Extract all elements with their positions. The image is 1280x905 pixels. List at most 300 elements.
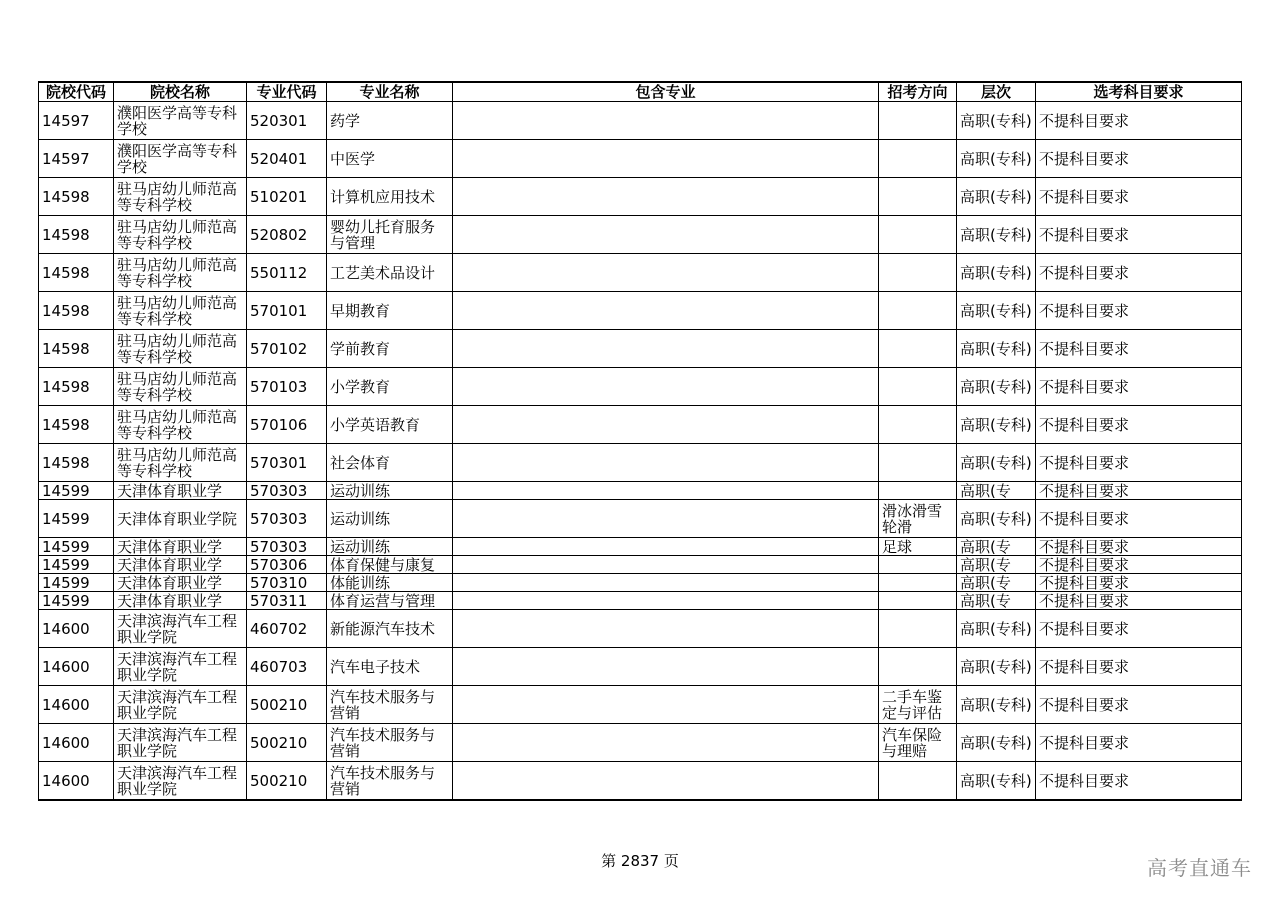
cell-direction xyxy=(879,102,957,140)
cell-subject-requirement-text: 不提科目要求 xyxy=(1039,482,1130,499)
cell-level xyxy=(957,686,1036,724)
cell-subject-requirement xyxy=(1036,500,1242,538)
cell-subject-requirement-text: 不提科目要求 xyxy=(1039,416,1130,433)
table-row xyxy=(39,556,1242,574)
cell-subject-requirement xyxy=(1036,102,1242,140)
cell-direction-text xyxy=(882,593,953,609)
cell-major-code-text: 500210 xyxy=(250,734,308,751)
cell-level-text: 高职(专 xyxy=(960,556,1011,573)
cell-subject-requirement xyxy=(1036,216,1242,254)
cell-level-text: 高职(专科) xyxy=(960,454,1032,471)
cell-major-code xyxy=(247,574,327,592)
table-row xyxy=(39,444,1242,482)
cell-included-majors xyxy=(453,574,879,592)
cell-major-name xyxy=(327,140,453,178)
cell-direction-text: 二手车鉴定与评估 xyxy=(882,688,943,721)
cell-school-name-text: 濮阳医学高等专科学校 xyxy=(117,142,238,175)
cell-major-code-text: 520802 xyxy=(250,226,308,243)
cell-major-name-text: 汽车技术服务与营销 xyxy=(330,688,436,721)
cell-level xyxy=(957,178,1036,216)
cell-subject-requirement xyxy=(1036,178,1242,216)
cell-major-name-text: 新能源汽车技术 xyxy=(330,620,436,637)
cell-level-text: 高职(专科) xyxy=(960,772,1032,789)
cell-direction xyxy=(879,538,957,556)
cell-school-code-text: 14600 xyxy=(42,696,90,713)
cell-direction xyxy=(879,556,957,574)
cell-level-text: 高职(专科) xyxy=(960,264,1032,281)
cell-level xyxy=(957,762,1036,801)
cell-school-name xyxy=(114,330,247,368)
cell-subject-requirement-text: 不提科目要求 xyxy=(1039,734,1130,751)
cell-school-name-text: 天津体育职业学 xyxy=(117,482,223,499)
cell-included-majors xyxy=(453,610,879,648)
cell-major-code xyxy=(247,610,327,648)
cell-subject-requirement-text: 不提科目要求 xyxy=(1039,696,1130,713)
cell-level xyxy=(957,648,1036,686)
cell-major-name-text: 婴幼儿托育服务与管理 xyxy=(330,218,436,251)
cell-major-code-text: 510201 xyxy=(250,188,308,205)
cell-major-code xyxy=(247,724,327,762)
cell-school-name xyxy=(114,368,247,406)
cell-major-name xyxy=(327,444,453,482)
cell-major-name xyxy=(327,648,453,686)
cell-direction-text: 足球 xyxy=(882,538,913,555)
cell-school-name xyxy=(114,102,247,140)
cell-school-name xyxy=(114,686,247,724)
cell-school-name-text: 天津滨海汽车工程职业学院 xyxy=(117,688,238,721)
cell-direction xyxy=(879,574,957,592)
header-major-name: 专业名称 xyxy=(327,82,453,102)
table-header-row xyxy=(39,82,1242,102)
cell-level xyxy=(957,500,1036,538)
cell-school-name-text: 天津滨海汽车工程职业学院 xyxy=(117,612,238,645)
cell-major-name xyxy=(327,592,453,610)
cell-school-code-text: 14598 xyxy=(42,416,90,433)
cell-subject-requirement xyxy=(1036,406,1242,444)
table-row xyxy=(39,482,1242,500)
cell-school-code xyxy=(39,610,114,648)
cell-school-code-text: 14598 xyxy=(42,188,90,205)
cell-level xyxy=(957,724,1036,762)
table-row xyxy=(39,538,1242,556)
table-row xyxy=(39,574,1242,592)
cell-school-code xyxy=(39,330,114,368)
table-row xyxy=(39,330,1242,368)
cell-direction xyxy=(879,686,957,724)
table-row xyxy=(39,762,1242,801)
cell-major-name-text: 小学英语教育 xyxy=(330,416,421,433)
cell-school-code-text: 14598 xyxy=(42,226,90,243)
cell-level xyxy=(957,444,1036,482)
cell-school-code-text: 14598 xyxy=(42,302,90,319)
cell-level xyxy=(957,102,1036,140)
cell-subject-requirement xyxy=(1036,724,1242,762)
cell-direction-text xyxy=(882,575,953,591)
cell-school-code-text: 14599 xyxy=(42,538,90,555)
cell-major-name xyxy=(327,254,453,292)
header-included-majors: 包含专业 xyxy=(453,82,879,102)
cell-major-code-text: 520401 xyxy=(250,150,308,167)
cell-subject-requirement xyxy=(1036,648,1242,686)
cell-major-code-text: 500210 xyxy=(250,696,308,713)
cell-major-code xyxy=(247,330,327,368)
cell-direction xyxy=(879,406,957,444)
cell-school-code xyxy=(39,140,114,178)
table-row xyxy=(39,102,1242,140)
cell-subject-requirement xyxy=(1036,330,1242,368)
cell-school-name-text: 驻马店幼儿师范高等专科学校 xyxy=(117,218,238,251)
cell-school-name-text: 天津滨海汽车工程职业学院 xyxy=(117,650,238,683)
cell-included-majors xyxy=(453,406,879,444)
cell-school-name xyxy=(114,574,247,592)
cell-direction xyxy=(879,724,957,762)
cell-level-text: 高职(专科) xyxy=(960,696,1032,713)
cell-school-code-text: 14598 xyxy=(42,340,90,357)
table-row xyxy=(39,178,1242,216)
table-row xyxy=(39,592,1242,610)
cell-major-code-text: 520301 xyxy=(250,112,308,129)
cell-subject-requirement-text: 不提科目要求 xyxy=(1039,226,1130,243)
cell-subject-requirement xyxy=(1036,556,1242,574)
cell-subject-requirement xyxy=(1036,762,1242,801)
cell-major-name-text: 运动训练 xyxy=(330,538,391,555)
cell-school-code-text: 14598 xyxy=(42,264,90,281)
cell-major-code xyxy=(247,178,327,216)
cell-direction xyxy=(879,444,957,482)
cell-school-code-text: 14600 xyxy=(42,734,90,751)
cell-school-code xyxy=(39,254,114,292)
cell-major-name-text: 汽车技术服务与营销 xyxy=(330,726,436,759)
cell-level-text: 高职(专科) xyxy=(960,340,1032,357)
cell-direction xyxy=(879,330,957,368)
cell-included-majors xyxy=(453,762,879,801)
cell-school-code xyxy=(39,406,114,444)
cell-level-text: 高职(专科) xyxy=(960,734,1032,751)
cell-direction xyxy=(879,610,957,648)
cell-school-name xyxy=(114,648,247,686)
cell-included-majors-text xyxy=(456,539,875,555)
cell-major-name-text: 药学 xyxy=(330,112,361,129)
cell-subject-requirement xyxy=(1036,292,1242,330)
cell-level-text: 高职(专科) xyxy=(960,112,1032,129)
cell-major-code-text: 570311 xyxy=(250,592,308,609)
cell-major-code-text: 570303 xyxy=(250,538,308,555)
cell-direction xyxy=(879,254,957,292)
table-row xyxy=(39,686,1242,724)
cell-major-name xyxy=(327,102,453,140)
cell-major-code-text: 570306 xyxy=(250,556,308,573)
cell-school-name-text: 驻马店幼儿师范高等专科学校 xyxy=(117,408,238,441)
cell-school-name xyxy=(114,406,247,444)
cell-included-majors xyxy=(453,648,879,686)
cell-major-name-text: 小学教育 xyxy=(330,378,391,395)
cell-major-code-text: 460702 xyxy=(250,620,308,637)
cell-major-code xyxy=(247,444,327,482)
cell-level xyxy=(957,592,1036,610)
cell-major-name xyxy=(327,482,453,500)
cell-level xyxy=(957,330,1036,368)
cell-school-name xyxy=(114,592,247,610)
cell-major-name xyxy=(327,610,453,648)
cell-school-code xyxy=(39,482,114,500)
cell-subject-requirement-text: 不提科目要求 xyxy=(1039,454,1130,471)
cell-school-name xyxy=(114,254,247,292)
cell-major-name-text: 学前教育 xyxy=(330,340,391,357)
cell-subject-requirement xyxy=(1036,686,1242,724)
cell-subject-requirement xyxy=(1036,482,1242,500)
table-row xyxy=(39,500,1242,538)
cell-subject-requirement xyxy=(1036,254,1242,292)
cell-level-text: 高职(专科) xyxy=(960,416,1032,433)
header-direction: 招考方向 xyxy=(879,82,957,102)
cell-level-text: 高职(专科) xyxy=(960,658,1032,675)
table-row xyxy=(39,724,1242,762)
cell-major-name xyxy=(327,368,453,406)
cell-major-code-text: 570102 xyxy=(250,340,308,357)
cell-subject-requirement-text: 不提科目要求 xyxy=(1039,150,1130,167)
header-level: 层次 xyxy=(957,82,1036,102)
cell-major-code-text: 500210 xyxy=(250,772,308,789)
cell-major-name-text: 体育保健与康复 xyxy=(330,556,436,573)
cell-major-code-text: 460703 xyxy=(250,658,308,675)
page-number: 第 2837 页 xyxy=(601,852,679,870)
cell-major-name-text: 体能训练 xyxy=(330,574,391,591)
cell-school-name xyxy=(114,140,247,178)
cell-school-name-text: 濮阳医学高等专科学校 xyxy=(117,104,238,137)
cell-major-code xyxy=(247,368,327,406)
cell-level xyxy=(957,368,1036,406)
cell-school-name-text: 驻马店幼儿师范高等专科学校 xyxy=(117,294,238,327)
cell-school-name xyxy=(114,538,247,556)
cell-school-name xyxy=(114,482,247,500)
cell-school-name-text: 天津体育职业学 xyxy=(117,592,223,609)
cell-level-text: 高职(专 xyxy=(960,574,1011,591)
cell-level-text: 高职(专 xyxy=(960,592,1011,609)
cell-school-code-text: 14599 xyxy=(42,592,90,609)
cell-subject-requirement-text: 不提科目要求 xyxy=(1039,658,1130,675)
cell-school-name-text: 天津体育职业学 xyxy=(117,556,223,573)
cell-subject-requirement xyxy=(1036,574,1242,592)
cell-level-text: 高职(专科) xyxy=(960,226,1032,243)
cell-major-code xyxy=(247,556,327,574)
cell-major-name xyxy=(327,406,453,444)
cell-school-code xyxy=(39,556,114,574)
cell-level xyxy=(957,610,1036,648)
cell-major-name-text: 运动训练 xyxy=(330,482,391,499)
cell-major-name xyxy=(327,556,453,574)
cell-major-name-text: 体育运营与管理 xyxy=(330,592,436,609)
cell-level xyxy=(957,574,1036,592)
table-row xyxy=(39,216,1242,254)
cell-major-name xyxy=(327,330,453,368)
cell-major-name-text: 社会体育 xyxy=(330,454,391,471)
cell-major-code xyxy=(247,254,327,292)
cell-school-code xyxy=(39,500,114,538)
cell-school-code-text: 14598 xyxy=(42,378,90,395)
cell-school-code xyxy=(39,592,114,610)
cell-major-name xyxy=(327,724,453,762)
cell-level xyxy=(957,538,1036,556)
cell-school-code xyxy=(39,648,114,686)
cell-subject-requirement-text: 不提科目要求 xyxy=(1039,302,1130,319)
cell-school-name xyxy=(114,178,247,216)
cell-school-code-text: 14599 xyxy=(42,482,90,499)
cell-subject-requirement-text: 不提科目要求 xyxy=(1039,112,1130,129)
cell-major-code xyxy=(247,686,327,724)
cell-level-text: 高职(专科) xyxy=(960,510,1032,527)
cell-major-code xyxy=(247,406,327,444)
cell-subject-requirement xyxy=(1036,592,1242,610)
admission-table xyxy=(38,81,1242,801)
cell-level-text: 高职(专科) xyxy=(960,302,1032,319)
cell-major-code xyxy=(247,648,327,686)
table-body xyxy=(39,102,1242,801)
cell-school-code xyxy=(39,762,114,801)
cell-included-majors xyxy=(453,538,879,556)
cell-school-code xyxy=(39,178,114,216)
cell-school-name-text: 驻马店幼儿师范高等专科学校 xyxy=(117,370,238,403)
cell-major-name-text: 工艺美术品设计 xyxy=(330,264,436,281)
cell-level xyxy=(957,254,1036,292)
cell-major-name xyxy=(327,762,453,801)
cell-school-code-text: 14600 xyxy=(42,658,90,675)
cell-included-majors xyxy=(453,500,879,538)
cell-major-code-text: 570103 xyxy=(250,378,308,395)
cell-major-code xyxy=(247,292,327,330)
cell-level xyxy=(957,482,1036,500)
cell-school-name xyxy=(114,724,247,762)
cell-included-majors xyxy=(453,368,879,406)
cell-subject-requirement-text: 不提科目要求 xyxy=(1039,574,1130,591)
cell-included-majors xyxy=(453,592,879,610)
table-row xyxy=(39,292,1242,330)
cell-level-text: 高职(专科) xyxy=(960,188,1032,205)
cell-major-code xyxy=(247,102,327,140)
cell-school-name-text: 天津滨海汽车工程职业学院 xyxy=(117,726,238,759)
cell-included-majors xyxy=(453,216,879,254)
cell-subject-requirement-text: 不提科目要求 xyxy=(1039,340,1130,357)
cell-major-code-text: 570106 xyxy=(250,416,308,433)
cell-subject-requirement-text: 不提科目要求 xyxy=(1039,378,1130,395)
cell-subject-requirement xyxy=(1036,368,1242,406)
cell-level xyxy=(957,556,1036,574)
cell-subject-requirement-text: 不提科目要求 xyxy=(1039,264,1130,281)
table-row xyxy=(39,140,1242,178)
cell-included-majors xyxy=(453,482,879,500)
cell-school-name xyxy=(114,610,247,648)
cell-school-code xyxy=(39,686,114,724)
header-school-code: 院校代码 xyxy=(39,82,114,102)
cell-major-name-text: 中医学 xyxy=(330,150,376,167)
cell-school-name xyxy=(114,500,247,538)
cell-included-majors-text xyxy=(456,483,875,499)
cell-major-name xyxy=(327,216,453,254)
cell-major-name xyxy=(327,686,453,724)
cell-school-name-text: 驻马店幼儿师范高等专科学校 xyxy=(117,180,238,213)
cell-major-name-text: 运动训练 xyxy=(330,510,391,527)
cell-major-code xyxy=(247,592,327,610)
cell-level xyxy=(957,292,1036,330)
cell-school-code-text: 14597 xyxy=(42,150,90,167)
cell-school-code xyxy=(39,444,114,482)
cell-direction xyxy=(879,762,957,801)
cell-major-name-text: 汽车电子技术 xyxy=(330,658,421,675)
cell-school-code xyxy=(39,724,114,762)
cell-subject-requirement-text: 不提科目要求 xyxy=(1039,620,1130,637)
cell-major-code xyxy=(247,140,327,178)
cell-major-code xyxy=(247,482,327,500)
cell-school-name-text: 天津体育职业学院 xyxy=(117,510,238,527)
cell-included-majors xyxy=(453,140,879,178)
cell-school-name-text: 驻马店幼儿师范高等专科学校 xyxy=(117,332,238,365)
cell-major-code xyxy=(247,216,327,254)
cell-level-text: 高职(专 xyxy=(960,538,1011,555)
cell-included-majors xyxy=(453,724,879,762)
cell-included-majors xyxy=(453,330,879,368)
cell-subject-requirement xyxy=(1036,610,1242,648)
cell-school-name xyxy=(114,216,247,254)
cell-included-majors-text xyxy=(456,557,875,573)
cell-direction-text: 滑冰滑雪轮滑 xyxy=(882,502,943,535)
cell-school-name-text: 天津体育职业学 xyxy=(117,574,223,591)
cell-major-name-text: 汽车技术服务与营销 xyxy=(330,764,436,797)
cell-level xyxy=(957,140,1036,178)
cell-school-name xyxy=(114,762,247,801)
cell-major-code-text: 570101 xyxy=(250,302,308,319)
cell-included-majors xyxy=(453,254,879,292)
cell-major-name xyxy=(327,500,453,538)
cell-major-code-text: 550112 xyxy=(250,264,308,281)
cell-major-name-text: 早期教育 xyxy=(330,302,391,319)
cell-school-name xyxy=(114,444,247,482)
cell-major-name xyxy=(327,538,453,556)
cell-school-code xyxy=(39,292,114,330)
header-school-name: 院校名称 xyxy=(114,82,247,102)
cell-level-text: 高职(专科) xyxy=(960,378,1032,395)
cell-school-code xyxy=(39,102,114,140)
cell-school-code-text: 14599 xyxy=(42,574,90,591)
cell-school-code-text: 14599 xyxy=(42,510,90,527)
table-row xyxy=(39,368,1242,406)
cell-direction-text xyxy=(882,483,953,499)
table-row xyxy=(39,610,1242,648)
cell-direction xyxy=(879,178,957,216)
cell-school-code xyxy=(39,216,114,254)
cell-school-name xyxy=(114,556,247,574)
cell-included-majors xyxy=(453,292,879,330)
cell-included-majors-text xyxy=(456,575,875,591)
cell-school-code-text: 14598 xyxy=(42,454,90,471)
cell-included-majors xyxy=(453,556,879,574)
cell-school-name-text: 天津体育职业学 xyxy=(117,538,223,555)
cell-school-code xyxy=(39,368,114,406)
cell-school-code-text: 14597 xyxy=(42,112,90,129)
cell-direction xyxy=(879,216,957,254)
cell-school-code-text: 14600 xyxy=(42,620,90,637)
cell-school-code xyxy=(39,574,114,592)
cell-major-code xyxy=(247,538,327,556)
cell-subject-requirement xyxy=(1036,444,1242,482)
cell-major-code-text: 570303 xyxy=(250,510,308,527)
cell-major-name xyxy=(327,178,453,216)
cell-major-code xyxy=(247,500,327,538)
cell-subject-requirement xyxy=(1036,140,1242,178)
cell-subject-requirement-text: 不提科目要求 xyxy=(1039,592,1130,609)
cell-level-text: 高职(专 xyxy=(960,482,1011,499)
cell-school-code-text: 14599 xyxy=(42,556,90,573)
cell-school-code-text: 14600 xyxy=(42,772,90,789)
cell-included-majors-text xyxy=(456,593,875,609)
